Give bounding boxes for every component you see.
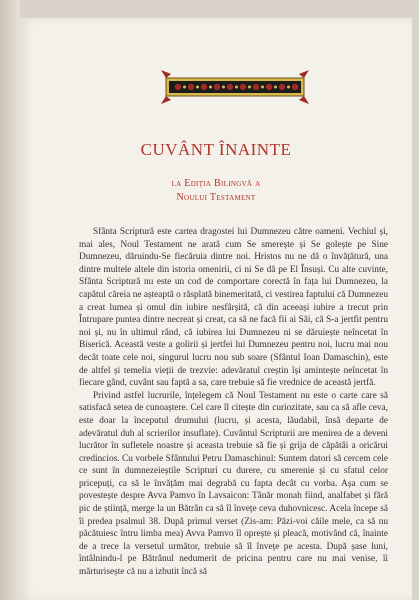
chapter-subtitle-line-1: la Ediția Bilingvă a [171, 178, 261, 189]
paragraph: Sfânta Scriptură este cartea dragostei lui Dumnezeu către oameni. Vechiul și, mai ales, Noul Testament ne arată cum Se smerește și Se golește pe Sine Dumnezeu, dăruindu-Se fiecăruia dintre noi. Hristos nu ne dă o învățătură, una dintre multele altele din istoria omenirii, ci ni Se dă pe El Însuși. Cu alte cuvinte, Sfânta Scriptură nu este un cod de comportare corectă în fața lui Dumnezeu, la capătul căreia ne așteaptă o răsplată binemeritată, ci vestirea faptului că Dumnezeu a creat lumea și omul din iubire nesfârșită, că din aceeași iubire a trecut prin Întrupare puntea dintre necreat și creat, ca să ne facă fii ai Săi, că S-a jertfit pentru noi și, nu în ultimul rând, că iubirea lui Dumnezeu ni se dăruiește neîncetat în Biserică. Această veste a golirii și jertfei lui Dumnezeu pentru noi, lucru mai nou decât toate cele noi, singurul lucru nou sub soare (Sfântul Ioan Damaschin), este de altfel și temelia vieții de trezvie: adevăratul creștin își amintește neîncetat în fiecare gând, cuvânt sau faptă a sa, care trebuie să fie vrednice de această jertfă. [79, 227, 388, 389]
chapter-title: CUVÂNT ÎNAINTE [140, 140, 292, 159]
body-text [79, 226, 388, 579]
book-page [20, 18, 412, 600]
decorative-header-band-icon [160, 68, 310, 106]
book-spine [0, 0, 20, 600]
chapter-subtitle-line-2: Noului Testament [176, 192, 256, 203]
paragraph: Privind astfel lucrurile, înțelegem că Noul Testament nu este o carte care să satisfacă setea de cunoaștere. Cel care îl citește din curiozitate, sau ca să afle ceva, este doar la începutul drumului (lucru, și acesta, lăudabil, însă departe de adevăratul duh al scrierilor insuflate). Cuvântul Scripturii are menirea de a deveni lucrător în sufletele noastre și aceasta trebuie să fie și grija de căpătâi a oricărui credincios. Cu vorbele Sfântului Petru Damaschinul: Suntem datori să cercem cele ce sunt în dumnezeieștile Scripturi cu durere, cu smerenie și cu sfatul celor pricepuți, ca să le învățăm mai degrabă cu fapta decât cu vorba. Așa cum se povestește despre Avva Pamvo în Lavsaicon: Tânăr monah fiind, analfabet și fără pic de știință, merge la un Bătrân ca să îl învețe ceva duhovnicesc. Acela începe să îi predea psalmul 38. După primul verset (Zis-am: Păzi-voi căile mele, ca să nu păcătuiesc întru limba mea) Avva Pamvo îl oprește și pleacă, motivând că, înainte de a trece la versetul următor, trebuie să îl învețe pe acesta. După șase luni, întâlnindu-l pe Bătrânul nedumerit de pricina pentru care nu mai venise, îi mărturisește că nu a izbutit încă să [79, 390, 388, 578]
